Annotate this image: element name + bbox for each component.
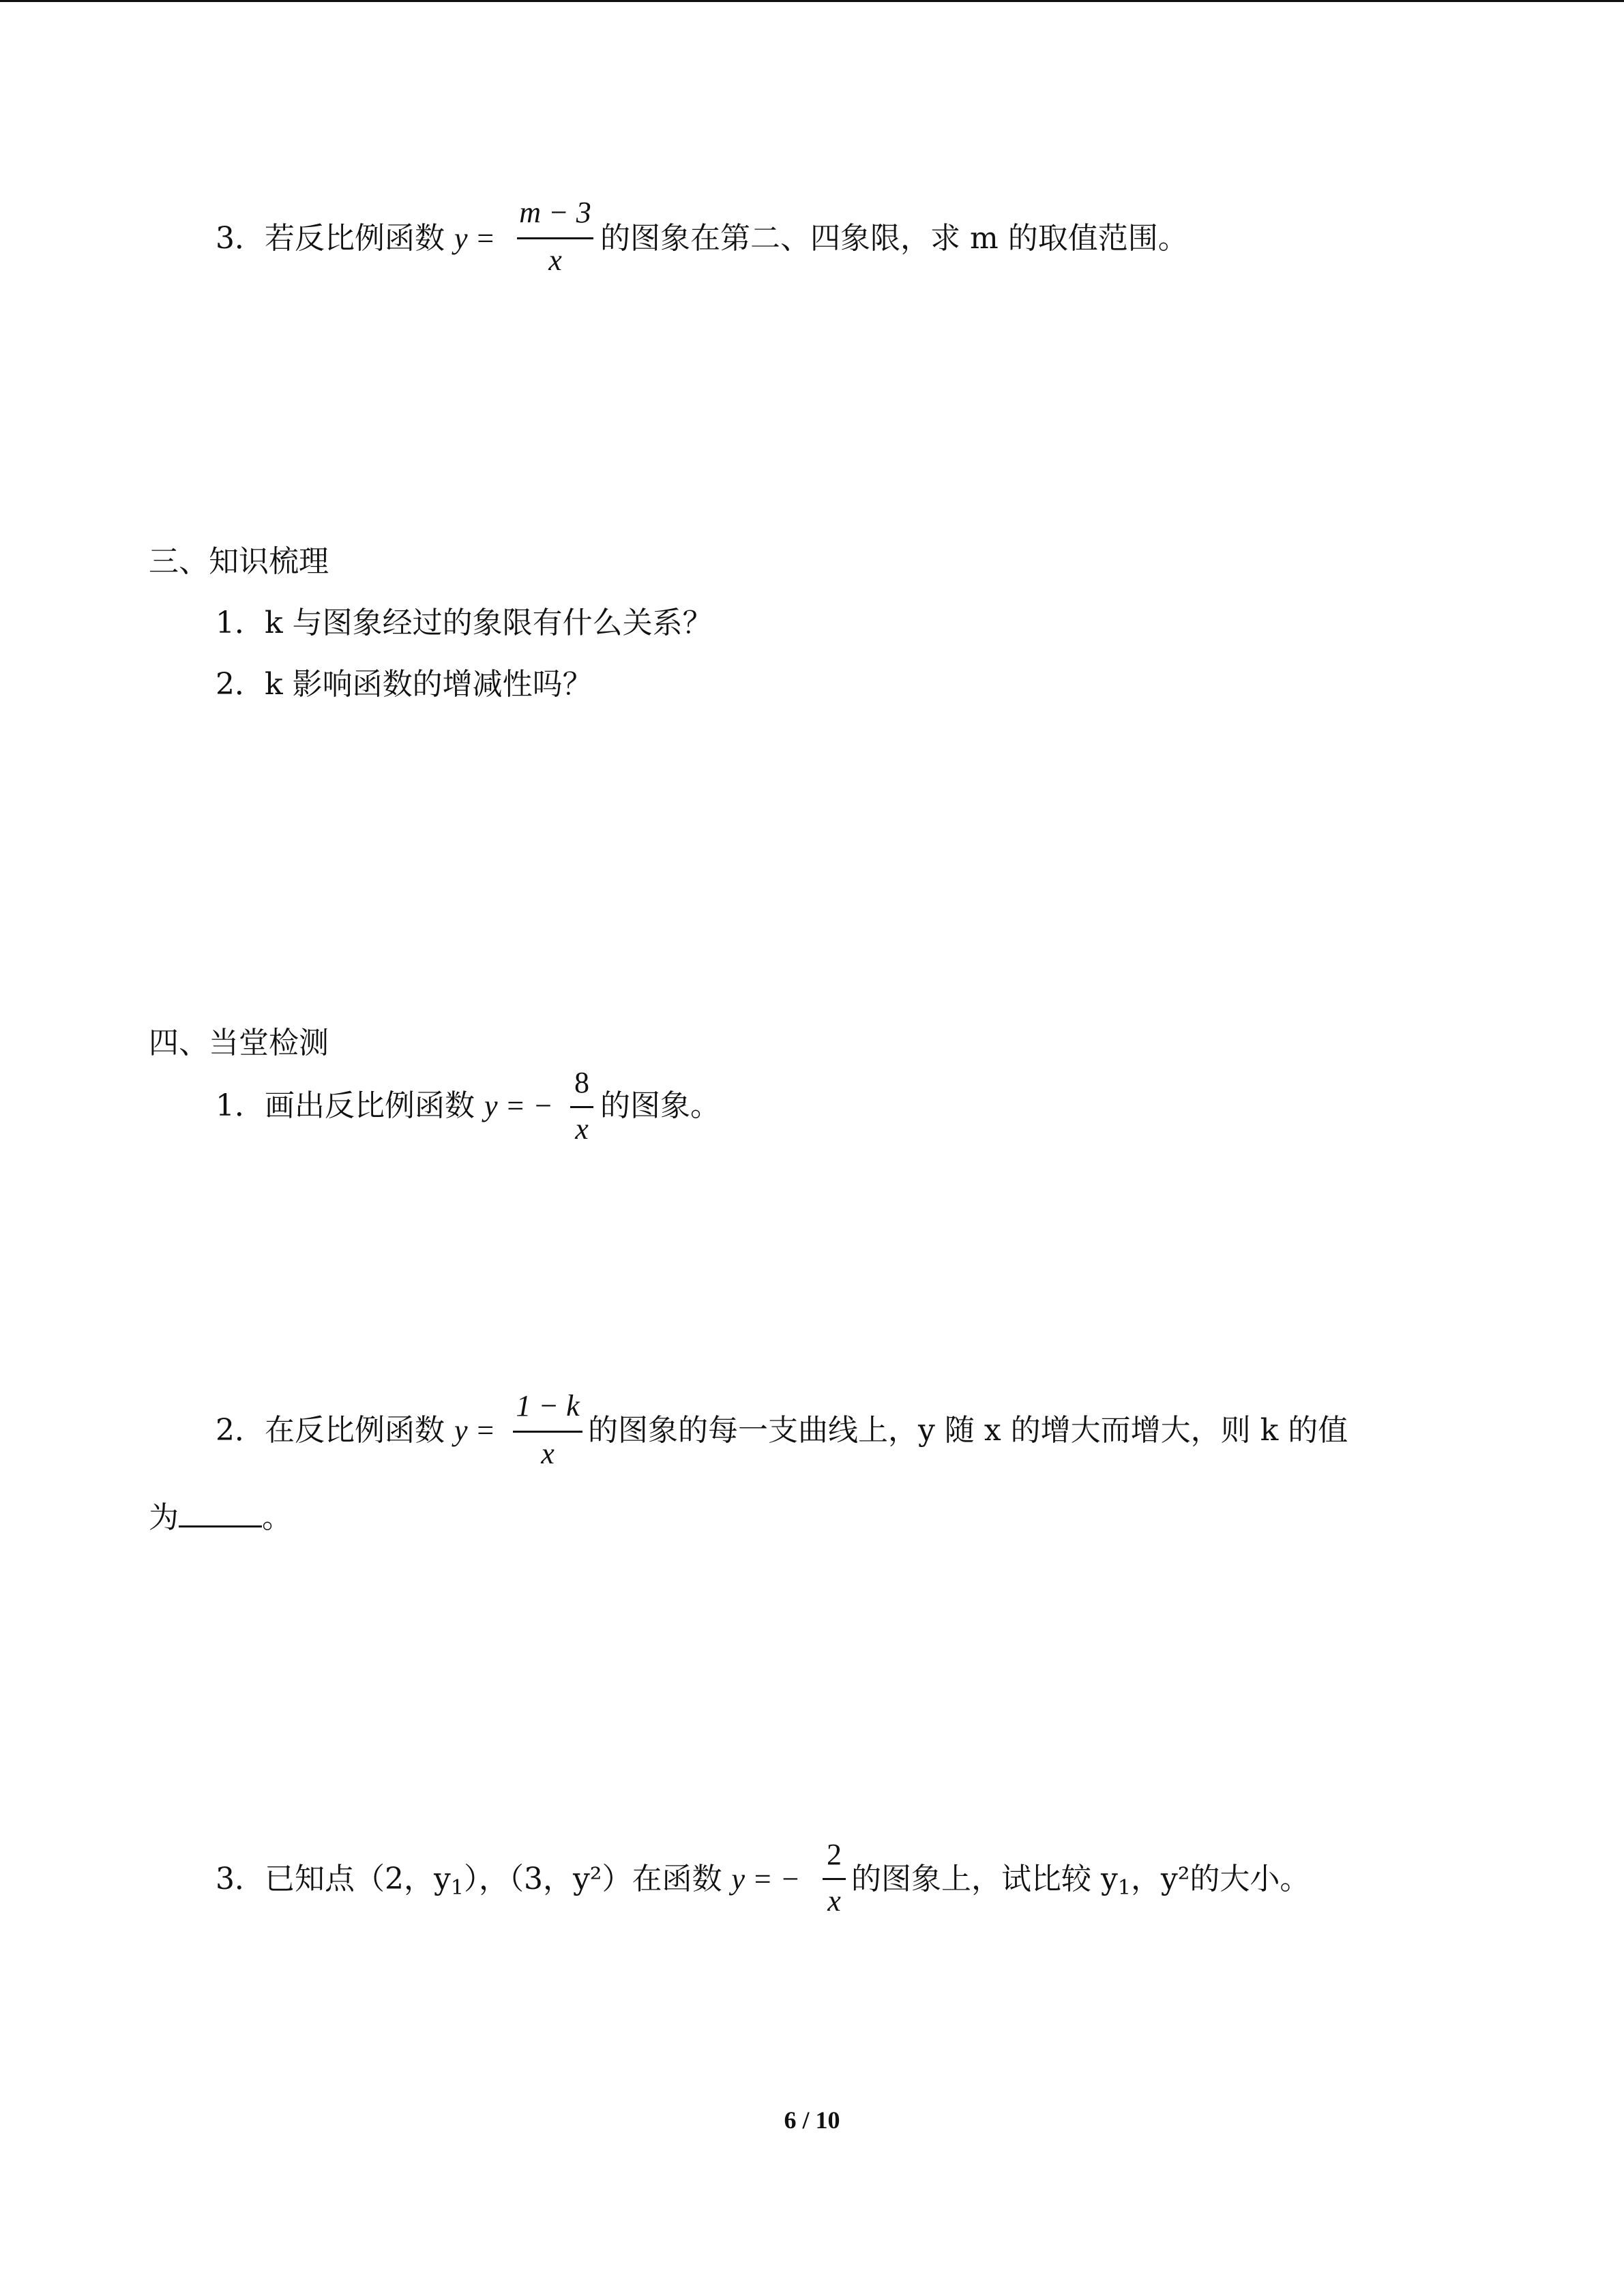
q3-fraction bbox=[517, 198, 593, 281]
s4-q3-tail-b: ，y²的大小。 bbox=[1130, 1862, 1310, 1896]
q3-tail: 的图象在第二、四象限，求 m 的取值范围。 bbox=[600, 221, 1188, 256]
s4-q1-fraction-numerator: 8 bbox=[574, 1066, 589, 1099]
q3-fraction-numerator: m − 3 bbox=[519, 196, 591, 229]
s4-q2-line2-end: 。 bbox=[262, 1500, 292, 1535]
s4-q2-line2 bbox=[149, 1500, 292, 1535]
section4-heading: 四、当堂检测 bbox=[149, 1026, 329, 1060]
s4-q2-tail: 的图象的每一支曲线上，y 随 x 的增大而增大，则 k 的值 bbox=[588, 1413, 1348, 1448]
s4-q3-lhs: y = − bbox=[731, 1862, 801, 1896]
top-border-line bbox=[0, 0, 1624, 2]
s4-q1-lead bbox=[216, 1088, 553, 1123]
s4-q1-tail: 的图象。 bbox=[600, 1088, 720, 1123]
section3-item-1: 1．k 与图象经过的象限有什么关系？ bbox=[216, 606, 713, 640]
s4-q3-lead bbox=[216, 1864, 800, 1898]
s4-q3-tail bbox=[851, 1864, 1310, 1898]
page-number: 6 / 10 bbox=[784, 2106, 840, 2134]
s4-q3-subscript-1: 1 bbox=[450, 1876, 464, 1900]
s4-q1-text: 画出反比例函数 bbox=[265, 1088, 475, 1123]
s4-q2-lhs: y = bbox=[454, 1414, 496, 1447]
s4-q1-fraction bbox=[570, 1068, 593, 1150]
s4-q3-fraction-numerator: 2 bbox=[827, 1838, 842, 1871]
s4-q2-fraction-numerator: 1 − k bbox=[516, 1389, 580, 1422]
s4-q3-tail-a: 的图象上，试比较 y bbox=[851, 1862, 1118, 1896]
s4-q3-subscript-2: 1 bbox=[1117, 1876, 1131, 1900]
q3-fraction-denominator: x bbox=[548, 243, 562, 277]
s4-q2-lead bbox=[216, 1413, 496, 1448]
s4-q1-fraction-bar bbox=[570, 1106, 593, 1108]
q3-number: 3． bbox=[216, 221, 265, 256]
s4-q1-number: 1． bbox=[216, 1088, 265, 1123]
s4-q3-number: 3． bbox=[216, 1862, 265, 1896]
s4-q2-text: 在反比例函数 bbox=[265, 1413, 445, 1448]
s4-q3-text-a: 已知点（2，y bbox=[265, 1862, 451, 1896]
section3-item-2: 2．k 影响函数的增减性吗？ bbox=[216, 667, 593, 702]
s4-q3-fraction-bar bbox=[823, 1878, 846, 1880]
q3-text: 若反比例函数 bbox=[265, 221, 445, 256]
s4-q1-fraction-denominator: x bbox=[575, 1112, 589, 1146]
q3-fraction-bar bbox=[517, 237, 593, 239]
s4-q1-lhs: y = − bbox=[484, 1089, 553, 1122]
s4-q2-line2-text: 为 bbox=[149, 1500, 179, 1535]
s4-q3-fraction-denominator: x bbox=[827, 1884, 841, 1918]
section3-heading: 三、知识梳理 bbox=[149, 544, 329, 579]
s4-q2-fraction bbox=[513, 1391, 582, 1474]
s4-q2-fraction-bar bbox=[513, 1431, 582, 1433]
q3-lhs: y = bbox=[454, 222, 496, 255]
s4-q3-fraction bbox=[823, 1840, 846, 1922]
s4-q2-number: 2． bbox=[216, 1413, 265, 1448]
s4-q3-text-b: ），（3，y²）在函数 bbox=[463, 1862, 722, 1896]
answer-blank[interactable] bbox=[179, 1505, 262, 1527]
s4-q2-fraction-denominator: x bbox=[541, 1437, 555, 1470]
q3-lead bbox=[216, 221, 496, 256]
